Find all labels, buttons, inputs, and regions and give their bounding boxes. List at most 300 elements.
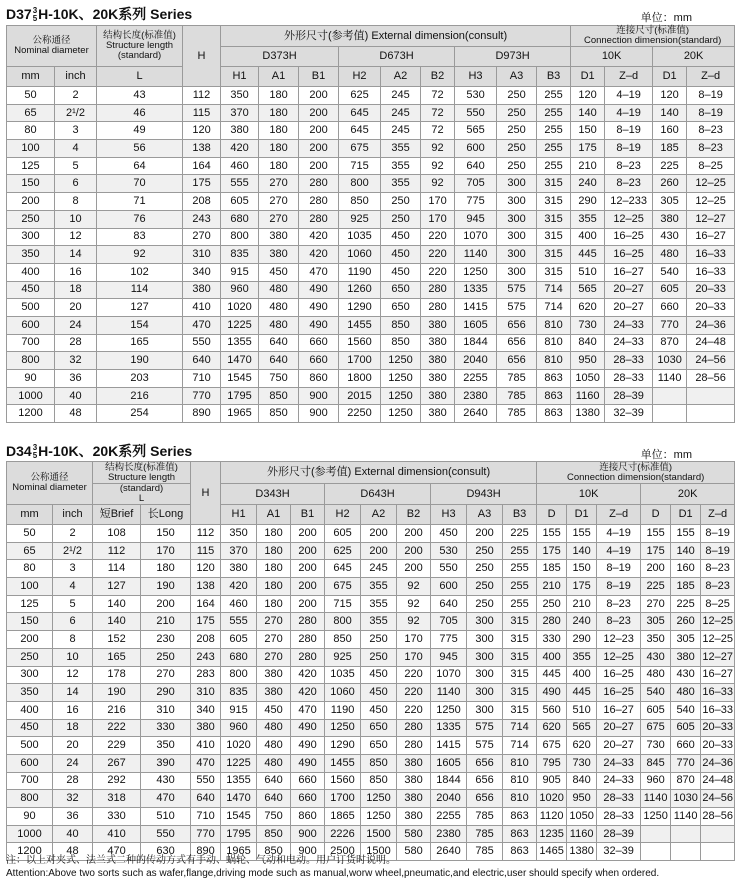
- table-cell: 164: [183, 157, 221, 175]
- table-cell: 1844: [431, 772, 467, 790]
- table-cell: 150: [141, 525, 191, 543]
- table-cell: 530: [431, 542, 467, 560]
- table-cell: 380: [421, 352, 455, 370]
- table-row: [7, 228, 735, 246]
- column-header: Z–d: [701, 505, 735, 525]
- table-cell: 575: [467, 719, 503, 737]
- table-cell: 460: [221, 595, 257, 613]
- table-cell: 1225: [221, 754, 257, 772]
- table-cell: 1050: [571, 370, 605, 388]
- column-header: B3: [503, 505, 537, 525]
- table-cell: 1545: [221, 370, 259, 388]
- table-cell: 500: [7, 737, 53, 755]
- table-cell: 120: [653, 87, 687, 105]
- structure-cn: 结构长度(标准值): [103, 30, 176, 41]
- table-cell: 915: [221, 701, 257, 719]
- table-cell: 550: [455, 104, 497, 122]
- table-cell: 565: [567, 719, 597, 737]
- table-row: [7, 790, 735, 808]
- table-cell: 410: [93, 825, 141, 843]
- note-english: Attention:Above two sorts such as wafer,flange,driving mode such as manual,worw wheel,pneumatic,and electric,user should specify when ordered.: [6, 868, 660, 879]
- table-cell: 2255: [455, 370, 497, 388]
- table-cell: 140: [567, 542, 597, 560]
- table-cell: 730: [641, 737, 671, 755]
- table-cell: 540: [671, 701, 701, 719]
- table-cell: 220: [421, 263, 455, 281]
- table-cell: 216: [93, 701, 141, 719]
- table-cell: 250: [467, 578, 503, 596]
- table-cell: 178: [93, 666, 141, 684]
- table-cell: 16–25: [605, 246, 653, 264]
- table-cell: 24–33: [605, 316, 653, 334]
- table-cell: 605: [325, 525, 361, 543]
- table-cell: 50: [7, 525, 53, 543]
- table-cell: 112: [191, 525, 221, 543]
- table-cell: 230: [141, 631, 191, 649]
- table-cell: 280: [421, 281, 455, 299]
- table-cell: 1865: [325, 808, 361, 826]
- table-cell: 140: [653, 104, 687, 122]
- table-cell: 43: [97, 87, 183, 105]
- table-cell: 8–23: [605, 175, 653, 193]
- table2-column-headers: [7, 505, 735, 525]
- table-cell: 280: [299, 193, 339, 211]
- table-cell: 800: [325, 613, 361, 631]
- connection-en: Connection dimension(standard): [583, 35, 722, 46]
- table-cell: 710: [191, 808, 221, 826]
- table-cell: 180: [257, 560, 291, 578]
- table-cell: 630: [141, 843, 191, 861]
- table-cell: 250: [497, 157, 537, 175]
- table-cell: 650: [381, 299, 421, 317]
- column-header: H1: [221, 67, 259, 87]
- table-cell: 2640: [431, 843, 467, 861]
- table-cell: 380: [259, 228, 299, 246]
- pressure-20k: 20K: [653, 47, 735, 67]
- structure-length-header: [97, 26, 183, 67]
- external-dimension-header: 外形尺寸(参考值) External dimension(consult): [221, 462, 537, 484]
- table-cell: 410: [191, 737, 221, 755]
- table-cell: 1140: [653, 370, 687, 388]
- table-cell: 445: [567, 684, 597, 702]
- column-header: D1: [567, 505, 597, 525]
- table-cell: 4–19: [605, 87, 653, 105]
- table-cell: 550: [191, 772, 221, 790]
- table-cell: 785: [467, 825, 503, 843]
- table-cell: 705: [455, 175, 497, 193]
- table-cell: [653, 405, 687, 423]
- table-cell: 180: [259, 87, 299, 105]
- table-cell: [671, 843, 701, 861]
- note-chinese: 注：以上对夹式、法兰式二种的传动方式有手动、蜗轮、气动和电动。用户订货时说明。: [6, 855, 396, 866]
- table-cell: 420: [299, 246, 339, 264]
- table-cell: 8–19: [687, 87, 735, 105]
- table-cell: 185: [671, 578, 701, 596]
- table-cell: 243: [183, 210, 221, 228]
- table-cell: 355: [381, 157, 421, 175]
- table-cell: 12–25: [597, 648, 641, 666]
- table-cell: 470: [299, 263, 339, 281]
- table-cell: 310: [183, 246, 221, 264]
- table-cell: 355: [361, 613, 397, 631]
- table-cell: 2015: [339, 387, 381, 405]
- table-cell: 8–19: [701, 542, 735, 560]
- table-cell: 340: [183, 263, 221, 281]
- table-cell: 1020: [221, 299, 259, 317]
- table-cell: 1160: [571, 387, 605, 405]
- table-cell: 380: [221, 560, 257, 578]
- table-cell: 1415: [431, 737, 467, 755]
- table-cell: 390: [141, 754, 191, 772]
- table-cell: 835: [221, 684, 257, 702]
- column-header: inch: [53, 505, 93, 525]
- table-cell: 350: [221, 525, 257, 543]
- table-cell: 605: [221, 193, 259, 211]
- table-cell: 180: [259, 122, 299, 140]
- table-cell: 350: [221, 87, 259, 105]
- table-cell: 28: [53, 772, 93, 790]
- fraction-bottom: 5: [32, 14, 38, 24]
- table-cell: 450: [431, 525, 467, 543]
- table-cell: 645: [339, 122, 381, 140]
- table-cell: 12–25: [701, 613, 735, 631]
- table1-column-headers: [7, 67, 735, 87]
- column-header: H3: [431, 505, 467, 525]
- table-cell: 380: [257, 666, 291, 684]
- table-cell: 28–39: [597, 825, 641, 843]
- table-cell: 445: [571, 246, 605, 264]
- connection-dimension-header: [537, 462, 735, 484]
- table-cell: 305: [671, 631, 701, 649]
- table-cell: 154: [97, 316, 183, 334]
- table-cell: 845: [641, 754, 671, 772]
- table-cell: 370: [221, 104, 259, 122]
- table-cell: 315: [503, 684, 537, 702]
- table-cell: 1000: [7, 825, 53, 843]
- column-header: mm: [7, 67, 55, 87]
- table-cell: 1190: [325, 701, 361, 719]
- table2-title-suffix: H-10K、20K系列 Series: [38, 443, 193, 459]
- table-cell: 120: [183, 122, 221, 140]
- table-cell: 140: [93, 595, 141, 613]
- table-cell: 255: [503, 595, 537, 613]
- table-cell: 605: [671, 719, 701, 737]
- table-cell: 300: [497, 246, 537, 264]
- table-cell: 1290: [339, 299, 381, 317]
- table-cell: 290: [567, 631, 597, 649]
- table-cell: 450: [381, 263, 421, 281]
- table-cell: 2500: [325, 843, 361, 861]
- table-cell: 430: [671, 666, 701, 684]
- table-cell: 1070: [455, 228, 497, 246]
- table-cell: 255: [503, 560, 537, 578]
- structure-en1: Structure length: [105, 40, 174, 51]
- table-cell: 960: [221, 281, 259, 299]
- table-cell: 380: [183, 281, 221, 299]
- table-cell: 12–233: [605, 193, 653, 211]
- table-cell: 800: [339, 175, 381, 193]
- table-cell: 490: [299, 281, 339, 299]
- table-cell: 36: [55, 370, 97, 388]
- column-header: D1: [571, 67, 605, 87]
- table-cell: 900: [299, 387, 339, 405]
- table-cell: 250: [361, 631, 397, 649]
- table-cell: 315: [537, 228, 571, 246]
- table-cell: 16–33: [701, 684, 735, 702]
- table-cell: 270: [257, 648, 291, 666]
- table-cell: 1190: [339, 263, 381, 281]
- table-cell: 490: [291, 754, 325, 772]
- table-cell: 400: [571, 228, 605, 246]
- table-cell: 915: [221, 263, 259, 281]
- structure-en1: Structure length: [107, 471, 176, 483]
- table-cell: 714: [537, 299, 571, 317]
- table-cell: 83: [97, 228, 183, 246]
- table-cell: 292: [93, 772, 141, 790]
- table-cell: 2255: [431, 808, 467, 826]
- table-cell: 318: [93, 790, 141, 808]
- h-header: H: [191, 462, 221, 525]
- external-dimension-header: 外形尺寸(参考值) External dimension(consult): [221, 26, 571, 47]
- column-header: H3: [455, 67, 497, 87]
- table-cell: 660: [299, 334, 339, 352]
- table-cell: 640: [183, 352, 221, 370]
- table-cell: 170: [141, 542, 191, 560]
- column-header: H2: [325, 505, 361, 525]
- table-cell: 315: [503, 666, 537, 684]
- table-cell: 12–23: [597, 631, 641, 649]
- table-cell: 355: [381, 140, 421, 158]
- table-cell: 24: [53, 754, 93, 772]
- table-cell: 210: [571, 157, 605, 175]
- table-cell: 200: [361, 542, 397, 560]
- table-cell: 2¹/2: [53, 542, 93, 560]
- table-cell: 656: [497, 316, 537, 334]
- table-cell: 200: [641, 560, 671, 578]
- table-cell: 380: [421, 405, 455, 423]
- table-cell: 8–19: [701, 525, 735, 543]
- table-cell: 200: [291, 542, 325, 560]
- table-cell: 840: [567, 772, 597, 790]
- table-cell: 480: [653, 246, 687, 264]
- table-cell: 1060: [339, 246, 381, 264]
- table-cell: 1250: [641, 808, 671, 826]
- table-cell: 380: [397, 772, 431, 790]
- table-cell: 490: [291, 719, 325, 737]
- table-cell: 1470: [221, 790, 257, 808]
- table-cell: 1290: [325, 737, 361, 755]
- table-cell: 180: [257, 595, 291, 613]
- table-cell: 250: [7, 210, 55, 228]
- table-cell: 12–27: [687, 210, 735, 228]
- table-cell: 245: [381, 122, 421, 140]
- table1-unit: 单位：mm: [640, 12, 692, 24]
- table-cell: 16–27: [605, 263, 653, 281]
- table-cell: 2640: [455, 405, 497, 423]
- structure-l: L: [138, 493, 145, 504]
- table-cell: 140: [571, 104, 605, 122]
- table-cell: 20–33: [687, 281, 735, 299]
- table-cell: 645: [325, 560, 361, 578]
- table-cell: 840: [571, 334, 605, 352]
- table-cell: 640: [191, 790, 221, 808]
- table-cell: 28–33: [605, 352, 653, 370]
- table-cell: 2: [53, 525, 93, 543]
- table-cell: 1030: [671, 790, 701, 808]
- table-cell: 28: [55, 334, 97, 352]
- table-cell: 660: [291, 790, 325, 808]
- table-cell: 245: [381, 87, 421, 105]
- table-cell: 300: [7, 666, 53, 684]
- table-row: [7, 387, 735, 405]
- table-cell: 1965: [221, 405, 259, 423]
- table-cell: 200: [397, 525, 431, 543]
- table-cell: 222: [93, 719, 141, 737]
- table-cell: 254: [97, 405, 183, 423]
- table-cell: 300: [467, 666, 503, 684]
- table-row: [7, 281, 735, 299]
- table-cell: 71: [97, 193, 183, 211]
- table-cell: 80: [7, 122, 55, 140]
- pressure-10k: 10K: [537, 484, 641, 505]
- table-cell: 300: [467, 648, 503, 666]
- table-cell: 770: [191, 825, 221, 843]
- table-cell: 315: [537, 193, 571, 211]
- table-cell: 114: [93, 560, 141, 578]
- column-header: Z–d: [605, 67, 653, 87]
- table-cell: 250: [497, 140, 537, 158]
- table-cell: 810: [503, 754, 537, 772]
- table-cell: 380: [397, 754, 431, 772]
- table-cell: 210: [141, 613, 191, 631]
- table-cell: 140: [93, 613, 141, 631]
- table-row: [7, 825, 735, 843]
- table-cell: 165: [97, 334, 183, 352]
- table-cell: 555: [221, 613, 257, 631]
- table-cell: 280: [299, 175, 339, 193]
- table-cell: 92: [421, 175, 455, 193]
- table-cell: 28–56: [687, 370, 735, 388]
- table-row: [7, 299, 735, 317]
- table-cell: 600: [455, 140, 497, 158]
- table-cell: 120: [191, 560, 221, 578]
- nominal-diameter-header: [7, 462, 93, 505]
- table-row: [7, 525, 735, 543]
- table-cell: 32: [53, 790, 93, 808]
- table-cell: 225: [503, 525, 537, 543]
- table-cell: 72: [421, 104, 455, 122]
- table-cell: 4–19: [605, 104, 653, 122]
- table-cell: 430: [653, 228, 687, 246]
- table-cell: 565: [455, 122, 497, 140]
- table-cell: 380: [397, 790, 431, 808]
- table-cell: 175: [567, 578, 597, 596]
- table-cell: 530: [455, 87, 497, 105]
- table-cell: 8–19: [597, 578, 641, 596]
- table-cell: 8: [55, 193, 97, 211]
- pressure-10k: 10K: [571, 47, 653, 67]
- table-cell: [701, 843, 735, 861]
- table-cell: 870: [671, 772, 701, 790]
- table-cell: 92: [397, 613, 431, 631]
- table-cell: 715: [339, 157, 381, 175]
- table-cell: 6: [53, 613, 93, 631]
- table-cell: 20–27: [605, 299, 653, 317]
- table-cell: 580: [397, 843, 431, 861]
- table-cell: 600: [7, 754, 53, 772]
- table-cell: 1250: [381, 405, 421, 423]
- model-d943h: D943H: [431, 484, 537, 505]
- connection-en: Connection dimension(standard): [566, 471, 705, 483]
- table-cell: 250: [7, 648, 53, 666]
- table-cell: 8–19: [687, 104, 735, 122]
- table-cell: 775: [455, 193, 497, 211]
- table-cell: 400: [567, 666, 597, 684]
- table-cell: 180: [257, 578, 291, 596]
- table-cell: 28–33: [597, 790, 641, 808]
- table-cell: 225: [671, 595, 701, 613]
- table-cell: 960: [221, 719, 257, 737]
- table-cell: 190: [97, 352, 183, 370]
- table-cell: 8–23: [597, 613, 641, 631]
- table-cell: 100: [7, 140, 55, 158]
- table-cell: 1250: [381, 352, 421, 370]
- table-cell: 190: [141, 578, 191, 596]
- table-cell: 1560: [325, 772, 361, 790]
- table-cell: 185: [537, 560, 567, 578]
- table-cell: 245: [361, 560, 397, 578]
- table-cell: 150: [7, 175, 55, 193]
- table-cell: 1560: [339, 334, 381, 352]
- table-cell: 785: [497, 405, 537, 423]
- table-cell: 64: [97, 157, 183, 175]
- table-cell: 185: [653, 140, 687, 158]
- table-cell: 1470: [221, 352, 259, 370]
- table-cell: 12–25: [701, 631, 735, 649]
- table-cell: 72: [421, 122, 455, 140]
- fraction-bottom: 5: [32, 451, 38, 461]
- table-cell: 1250: [325, 719, 361, 737]
- table-cell: 175: [183, 175, 221, 193]
- table-cell: 1140: [455, 246, 497, 264]
- table-cell: 470: [93, 843, 141, 861]
- table-cell: 8–23: [597, 595, 641, 613]
- table-cell: 420: [291, 666, 325, 684]
- table-cell: 12–25: [687, 193, 735, 211]
- table-cell: 18: [55, 281, 97, 299]
- table-cell: 16–25: [597, 666, 641, 684]
- table-row: [7, 352, 735, 370]
- table-cell: 50: [7, 87, 55, 105]
- table-cell: 380: [397, 808, 431, 826]
- table-cell: 600: [431, 578, 467, 596]
- table-cell: 380: [191, 719, 221, 737]
- table-cell: 220: [397, 701, 431, 719]
- table-cell: 10: [53, 648, 93, 666]
- table-cell: 860: [299, 370, 339, 388]
- table-cell: 420: [291, 684, 325, 702]
- column-header: B1: [299, 67, 339, 87]
- table-cell: 1335: [431, 719, 467, 737]
- table-cell: 315: [503, 613, 537, 631]
- table-cell: 280: [397, 737, 431, 755]
- table-cell: 8: [53, 631, 93, 649]
- fraction-top: 3: [32, 6, 38, 16]
- table-cell: 730: [571, 316, 605, 334]
- table-cell: 450: [361, 684, 397, 702]
- column-header: Z–d: [687, 67, 735, 87]
- table-cell: 490: [299, 316, 339, 334]
